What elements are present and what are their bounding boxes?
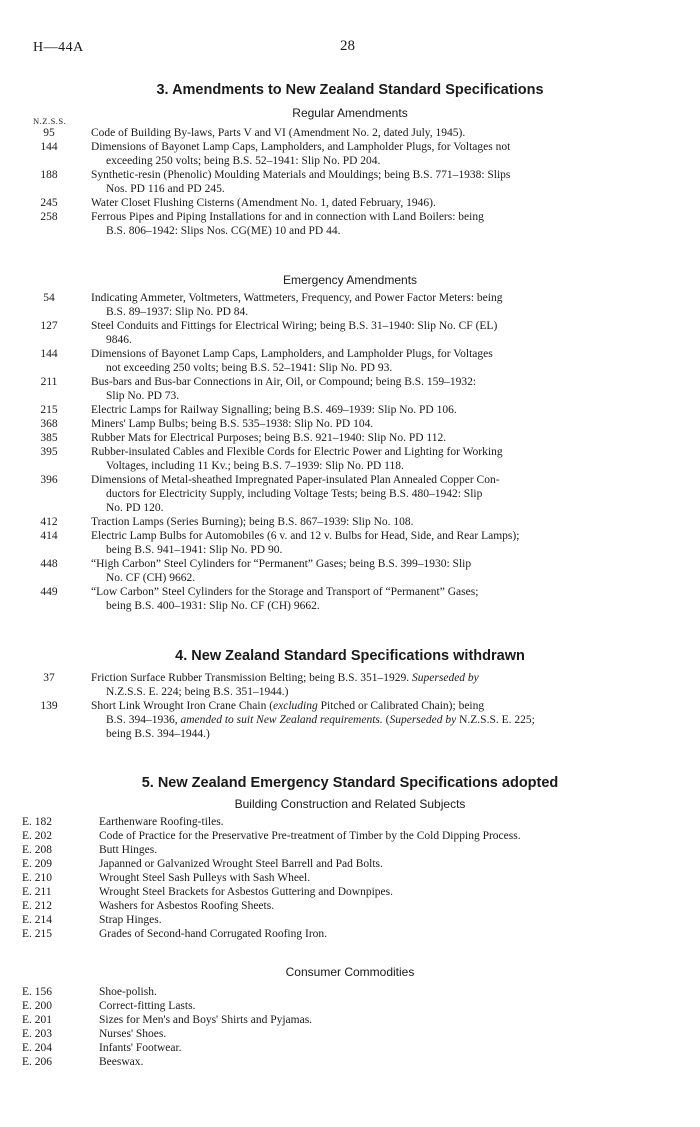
section-3-title: 3. Amendments to New Zealand Standard Specifications: [156, 82, 544, 98]
spec-number: E. 208: [22, 844, 53, 856]
spec-number: E. 201: [22, 1014, 53, 1026]
spec-description: Sizes for Men's and Boys' Shirts and Pyjamas.: [99, 1014, 313, 1026]
spec-number: 385: [40, 432, 58, 444]
spec-number: E. 200: [22, 1000, 53, 1012]
spec-description: “High Carbon” Steel Cylinders for “Permanent” Gases; being B.S. 399–1930: Slip No. CF (CH) 9662.: [91, 558, 472, 584]
spec-description: Code of Practice for the Preservative Pre-treatment of Timber by the Cold Dipping Process.: [99, 830, 521, 842]
spec-number: 258: [40, 211, 58, 223]
spec-number: 414: [40, 530, 58, 542]
spec-number: 144: [40, 141, 58, 153]
section-5-title: 5. New Zealand Emergency Standard Specifications adopted: [141, 775, 559, 791]
spec-description: Miners' Lamp Bulbs; being B.S. 535–1938: Slip No. PD 104.: [91, 418, 374, 430]
spec-description: Synthetic-resin (Phenolic) Moulding Materials and Mouldings; being B.S. 771–1938: Slips Nos. PD 116 and PD 245.: [91, 169, 511, 195]
spec-description: Indicating Ammeter, Voltmeters, Wattmeters, Frequency, and Power Factor Meters: being B.S. 89–1937: Slip No. PD 84.: [91, 292, 503, 318]
spec-number: E. 202: [22, 830, 53, 842]
emergency-amendments-title: Emergency Amendments: [282, 273, 418, 287]
spec-description: Wrought Steel Sash Pulleys with Sash Wheel.: [99, 872, 311, 884]
spec-description: Short Link Wrought Iron Crane Chain (excluding Pitched or Calibrated Chain); being B.S. 394–1936, amended to suit New Zealand requirements. (Superseded by N.Z.S.S. E. 225; being B.S. 394–1944.): [91, 700, 535, 740]
spec-number: E. 210: [22, 872, 53, 884]
spec-description: Correct-fitting Lasts.: [99, 1000, 196, 1012]
spec-number: E. 211: [22, 886, 52, 898]
spec-number: 139: [40, 700, 58, 712]
spec-number: 368: [40, 418, 58, 430]
spec-number: 395: [40, 446, 58, 458]
spec-number: E. 203: [22, 1028, 53, 1040]
column-head-nzss: N.Z.S.S.: [33, 116, 67, 126]
spec-description: “Low Carbon” Steel Cylinders for the Storage and Transport of “Permanent” Gases; being B.S. 400–1931: Slip No. CF (CH) 9662.: [91, 586, 479, 612]
spec-description: Rubber-insulated Cables and Flexible Cords for Electric Power and Lighting for Working Voltages, including 11 Kv.; being B.S. 7–1939: Slip No. PD 118.: [91, 446, 503, 472]
spec-description: Strap Hinges.: [99, 914, 162, 926]
spec-number: 144: [40, 348, 58, 360]
spec-number: E. 206: [22, 1056, 53, 1068]
spec-description: Infants' Footwear.: [99, 1042, 182, 1054]
spec-description: Dimensions of Metal-sheathed Impregnated Paper-insulated Plan Annealed Copper Con- ductors for Electricity Supply, including Voltage Tests; being B.S. 480–1942: Slip No. PD 120.: [91, 474, 500, 514]
spec-number: 396: [40, 474, 58, 486]
spec-description: Wrought Steel Brackets for Asbestos Guttering and Downpipes.: [99, 886, 394, 898]
spec-number: E. 215: [22, 928, 53, 940]
spec-description: Code of Building By-laws, Parts V and VI (Amendment No. 2, dated July, 1945).: [91, 127, 466, 139]
spec-description: Rubber Mats for Electrical Purposes; being B.S. 921–1940: Slip No. PD 112.: [91, 432, 447, 444]
spec-description: Grades of Second-hand Corrugated Roofing Iron.: [99, 928, 328, 940]
spec-description: Dimensions of Bayonet Lamp Caps, Lampholders, and Lampholder Plugs, for Voltages not exceeding 250 volts; being B.S. 52–1941: Slip No. PD 204.: [91, 141, 511, 167]
spec-description: Ferrous Pipes and Piping Installations for and in connection with Land Boilers: being B.S. 806–1942: Slips Nos. CG(ME) 10 and PD 44.: [91, 211, 484, 237]
consumer-commodities-title: Consumer Commodities: [285, 965, 415, 979]
spec-number: 188: [40, 169, 58, 181]
spec-description: Steel Conduits and Fittings for Electrical Wiring; being B.S. 31–1940: Slip No. CF (EL) 9846.: [91, 320, 498, 346]
spec-number: 245: [40, 197, 58, 209]
spec-number: 449: [40, 586, 58, 598]
spec-number: 54: [43, 292, 55, 304]
spec-number: E. 182: [22, 816, 53, 828]
section-4-title: 4. New Zealand Standard Specifications withdrawn: [175, 648, 525, 664]
spec-number: 448: [40, 558, 58, 570]
spec-number: E. 156: [22, 986, 53, 998]
building-construction-title: Building Construction and Related Subjects: [234, 797, 466, 811]
spec-description: Shoe-polish.: [99, 986, 157, 998]
spec-description: Beeswax.: [99, 1056, 144, 1068]
spec-number: E. 204: [22, 1042, 53, 1054]
spec-description: Electric Lamp Bulbs for Automobiles (6 v. and 12 v. Bulbs for Head, Side, and Rear Lamps); being B.S. 941–1941: Slip No. PD 90.: [91, 530, 520, 556]
spec-description: Washers for Asbestos Roofing Sheets.: [99, 900, 275, 912]
spec-description: Electric Lamps for Railway Signalling; being B.S. 469–1939: Slip No. PD 106.: [91, 404, 457, 416]
document-reference: H—44A: [33, 40, 84, 55]
spec-description: Nurses' Shoes.: [99, 1028, 167, 1040]
spec-description: Traction Lamps (Series Burning); being B.S. 867–1939: Slip No. 108.: [91, 516, 414, 528]
spec-number: E. 212: [22, 900, 53, 912]
spec-number: 215: [40, 404, 58, 416]
spec-number: E. 214: [22, 914, 53, 926]
spec-number: 37: [43, 672, 55, 684]
spec-description: Water Closet Flushing Cisterns (Amendment No. 1, dated February, 1946).: [91, 197, 436, 209]
spec-number: 412: [40, 516, 58, 528]
spec-description: Dimensions of Bayonet Lamp Caps, Lampholders, and Lampholder Plugs, for Voltages not exceeding 250 volts; being B.S. 52–1941: Slip No. PD 93.: [91, 348, 493, 374]
spec-number: 95: [43, 127, 55, 139]
spec-description: Friction Surface Rubber Transmission Belting; being B.S. 351–1929. Superseded by N.Z.S.S. E. 224; being B.S. 351–1944.): [91, 672, 479, 698]
regular-amendments-title: Regular Amendments: [292, 106, 408, 120]
spec-description: Japanned or Galvanized Wrought Steel Barrell and Pad Bolts.: [99, 858, 383, 870]
spec-description: Bus-bars and Bus-bar Connections in Air, Oil, or Compound; being B.S. 159–1932: Slip No. PD 73.: [91, 376, 477, 402]
spec-description: Butt Hinges.: [99, 844, 158, 856]
spec-number: E. 209: [22, 858, 53, 870]
spec-number: 211: [40, 376, 58, 388]
page-number: 28: [340, 38, 355, 54]
spec-number: 127: [40, 320, 58, 332]
spec-description: Earthenware Roofing-tiles.: [99, 816, 224, 828]
